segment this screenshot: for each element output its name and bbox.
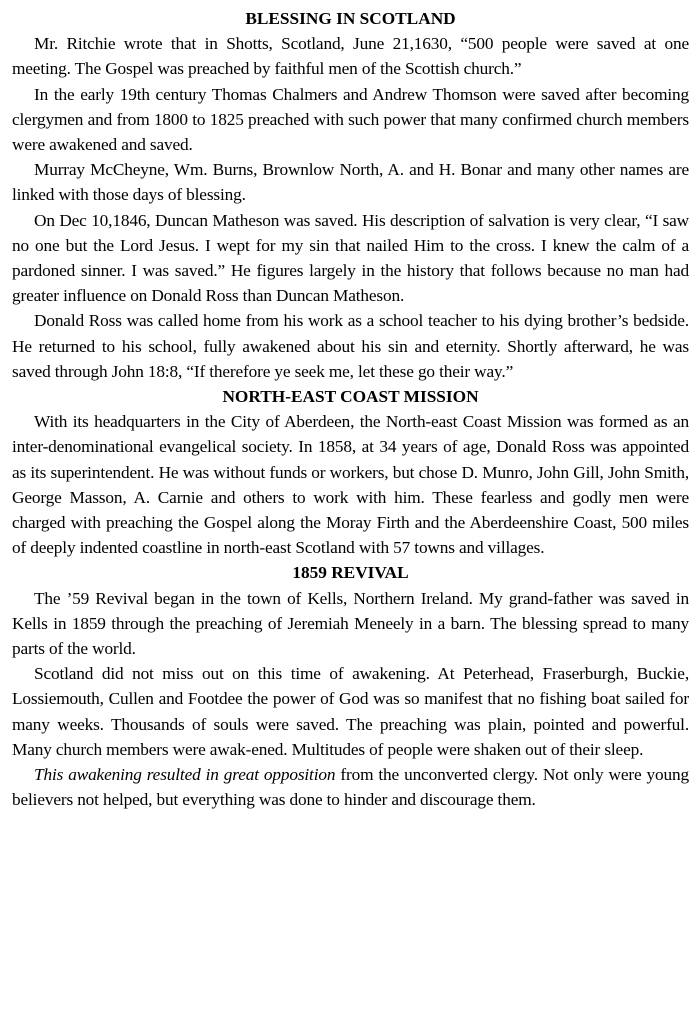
opposition-rest-text: from the unconverted clergy. Not only were young believers not helped, but everything was done to hinder and discourage them. <box>12 765 689 810</box>
paragraph-mission-aberdeen: With its headquarters in the City of Aberdeen, the North-east Coast Mission was formed as an inter-denominational evangelical society. In 1858, at 34 years of age, Donald Ross was appointed as its superintendent. He was without funds or workers, but chose D. Munro, John Gill, John Smith, George Masson, A. Carnie and others to work with him. These fearless and godly men were charged with preaching the Gospel along the Moray Firth and the Aberdeenshire Coast, 500 miles of deeply indented coastline in north-east Scotland with 57 towns and villages. <box>12 412 689 558</box>
paragraph-opposition <box>12 762 689 812</box>
paragraph-scotland-awakening: Scotland did not miss out on this time of awakening. At Peterhead, Fraserburgh, Buckie, Lossiemouth, Cullen and Footdee the power of God was so manifest that no fishing boat sailed for many weeks. Thousands of souls were saved. The preaching was plain, pointed and powerful. Many church members were awak-ened. Multitudes of people were shaken out of their sleep. <box>12 664 689 759</box>
paragraph-donald-ross-saved: Donald Ross was called home from his work as a school teacher to his dying brother’s bedside. He returned to his school, fully awakened about his sin and eternity. Shortly afterward, he was saved through John 18:8, “If therefore ye seek me, let these go their way.” <box>12 311 689 381</box>
heading-north-east-coast-mission: NORTH-EAST COAST MISSION <box>222 387 479 407</box>
heading-blessing-in-scotland: BLESSING IN SCOTLAND <box>245 9 456 28</box>
paragraph-ritchie-shotts: Mr. Ritchie wrote that in Shotts, Scotland, June 21,1630, “500 people were saved at one meeting. The Gospel was preached by faithful men of the Scottish church.” <box>12 34 689 79</box>
paragraph-chalmers-thomson: In the early 19th century Thomas Chalmers and Andrew Thomson were saved after becoming clergymen and from 1800 to 1825 preached with such power that many confirmed church members were awakened and saved. <box>12 84 689 155</box>
paragraph-revival-kells: The ’59 Revival began in the town of Kells, Northern Ireland. My grand-father was saved in Kells in 1859 through the preaching of Jeremiah Meneely in a barn. The blessing spread to many parts of the world. <box>12 588 689 659</box>
italic-lead-text: This awakening resulted in great opposition <box>34 765 336 785</box>
paragraph-mccheyne-names: Murray McCheyne, Wm. Burns, Brownlow North, A. and H. Bonar and many other names are linked with those days of blessing. <box>12 160 689 205</box>
heading-1859-revival: 1859 REVIVAL <box>292 563 409 583</box>
paragraph-duncan-matheson: On Dec 10,1846, Duncan Matheson was saved. His description of salvation is very clear, “I saw no one but the Lord Jesus. I wept for my sin that nailed Him to the cross. I knew the calm of a pardoned sinner. I was saved.” He figures largely in the history that follows because no man had greater influence on Donald Ross than Duncan Matheson. <box>12 210 689 306</box>
